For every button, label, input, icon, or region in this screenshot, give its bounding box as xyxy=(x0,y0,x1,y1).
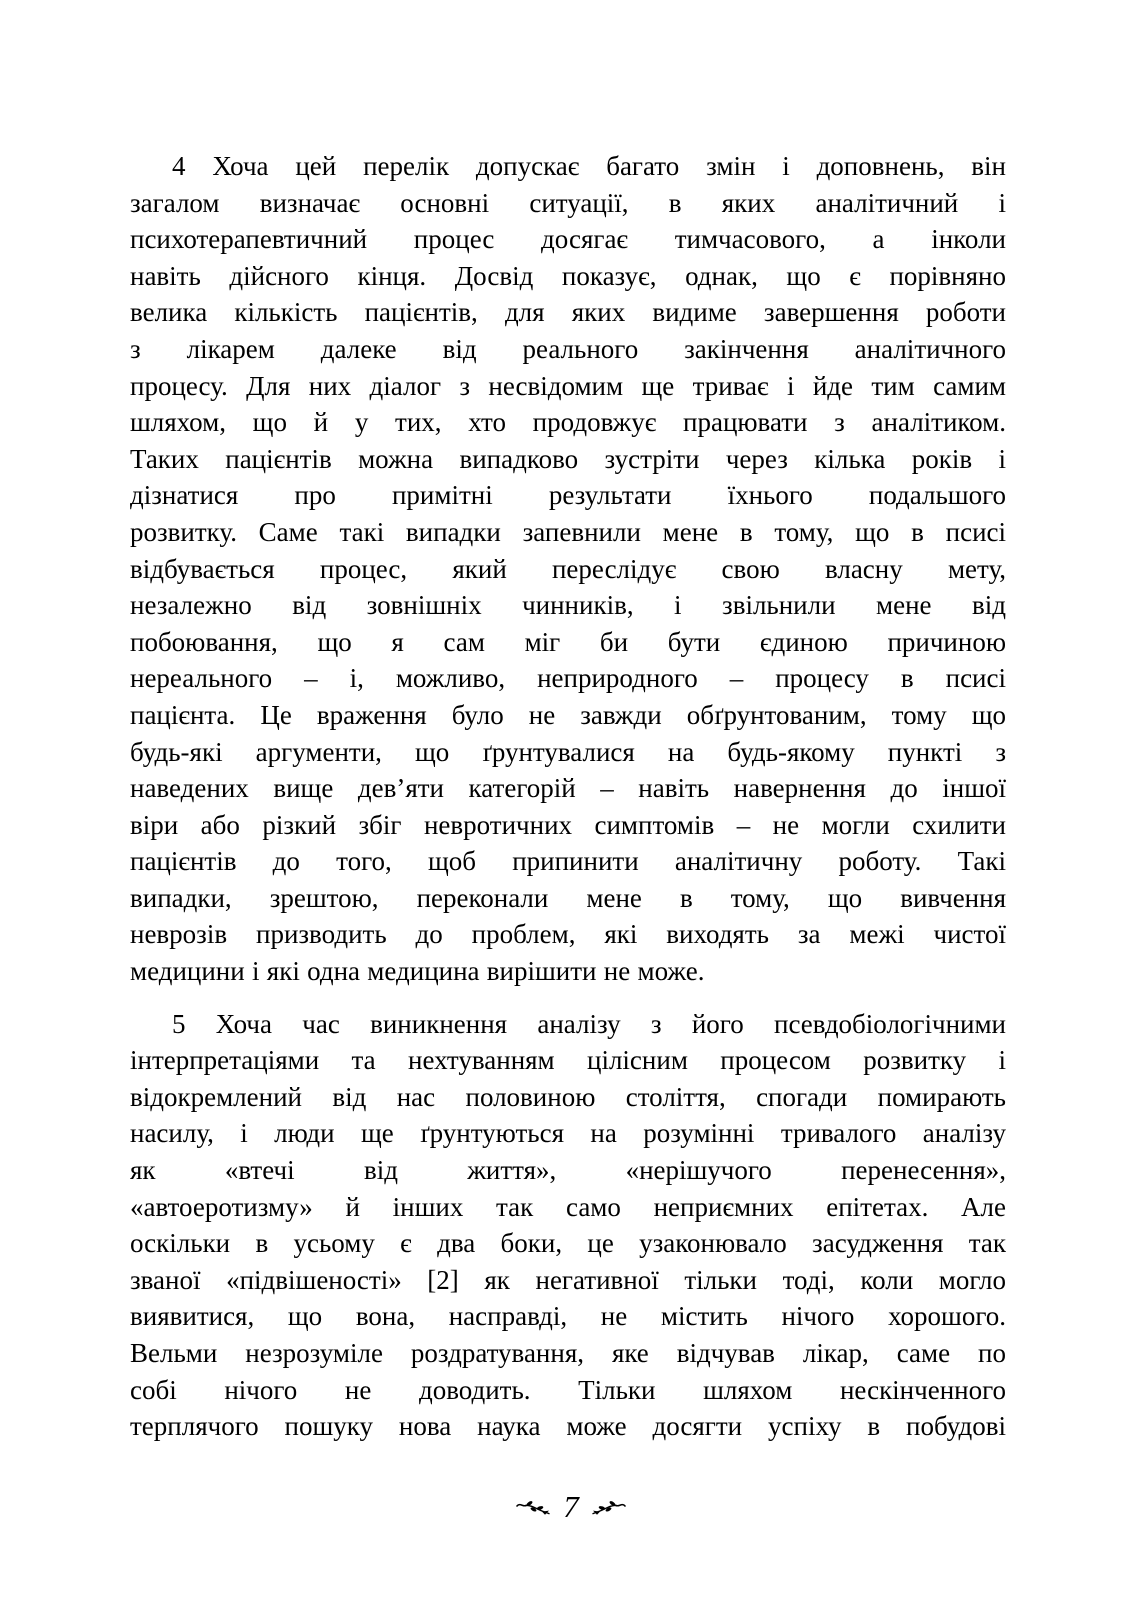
text-line: велика кількість пацієнтів, для яких видиме завершення роботи xyxy=(130,297,1006,328)
text-line: терплячого пошуку нова наука може досягти успіху в побудові xyxy=(130,1411,1006,1442)
text-line: відбувається процес, який переслідує свою власну мету, xyxy=(130,553,1006,584)
text-line: неврозів призводить до проблем, які виходять за межі чистої xyxy=(130,919,1006,950)
paragraph xyxy=(130,1006,1006,1445)
text-line: психотерапевтичний процес досягає тимчасового, а інколи xyxy=(130,224,1006,255)
text-line: розвитку. Саме такі випадки запевнили мене в тому, що в псисі xyxy=(130,516,1006,547)
text-line: інтерпретаціями та нехтуванням цілісним процесом розвитку і xyxy=(130,1045,1006,1076)
text-line: побоювання, що я сам міг би бути єдиною причиною xyxy=(130,626,1006,657)
text-line: медицини і які одна медицина вирішити не може. xyxy=(130,956,705,987)
text-line: званої «підвішеності» [2] як негативної тільки тоді, коли могло xyxy=(130,1264,1006,1295)
text-line: відокремлений від нас половиною століття, спогади помирають xyxy=(130,1081,1006,1112)
text-line: як «втечі від життя», «нерішучого перенесення», xyxy=(130,1155,1006,1186)
text-line: будь-які аргументи, що ґрунтувалися на будь-якому пункті з xyxy=(130,736,1006,767)
text-line: «автоеротизму» й інших так само неприємних епітетах. Але xyxy=(130,1191,1006,1222)
text-line: наведених вище дев’яти категорій – навіть навернення до іншої xyxy=(130,773,1006,804)
text-line: з лікарем далеке від реального закінчення аналітичного xyxy=(130,333,1006,364)
text-line: оскільки в усьому є два боки, це узаконювало засудження так xyxy=(130,1228,1006,1259)
text-line: шляхом, що й у тих, хто продовжує працювати з аналітиком. xyxy=(130,407,1006,438)
text-line: процесу. Для них діалог з несвідомим ще триває і йде тим самим xyxy=(130,370,1006,401)
text-line: загалом визначає основні ситуації, в яких аналітичний і xyxy=(130,187,1006,218)
text-line: собі нічого не доводить. Тільки шляхом нескінченного xyxy=(130,1374,1006,1405)
floral-vine-left-icon xyxy=(516,1499,550,1517)
text-line: віри або різкий збіг невротичних симптомів – не могли схилити xyxy=(130,809,1006,840)
text-line: Вельми незрозуміле роздратування, яке відчував лікар, саме по xyxy=(130,1338,1006,1368)
page-body-text xyxy=(130,148,1006,1445)
text-line: виявитися, що вона, насправді, не містить нічого хорошого. xyxy=(130,1301,1006,1332)
text-line: нереального – і, можливо, неприродного – процесу в псисі xyxy=(130,663,1006,694)
page-number: 7 xyxy=(563,1488,579,1524)
text-line: незалежно від зовнішніх чинників, і звільнили мене від xyxy=(130,590,1006,621)
page-footer xyxy=(0,1488,1142,1528)
text-line: пацієнта. Це враження було не завжди обґрунтованим, тому що xyxy=(130,699,1006,730)
floral-vine-right-icon xyxy=(592,1499,626,1517)
paragraph xyxy=(130,148,1006,990)
text-line: 5 Хоча час виникнення аналізу з його псевдобіологічними xyxy=(172,1008,1006,1039)
text-line: пацієнтів до того, щоб припинити аналітичну роботу. Такі xyxy=(130,846,1006,877)
text-line: навіть дійсного кінця. Досвід показує, однак, що є порівняно xyxy=(130,260,1006,291)
text-line: дізнатися про примітні результати їхнього подальшого xyxy=(130,480,1006,511)
text-line: випадки, зрештою, переконали мене в тому, що вивчення xyxy=(130,882,1006,913)
text-line: насилу, і люди ще ґрунтуються на розумінні тривалого аналізу xyxy=(130,1118,1006,1149)
text-line: 4 Хоча цей перелік допускає багато змін і доповнень, він xyxy=(172,151,1006,181)
text-line: Таких пацієнтів можна випадково зустріти через кілька років і xyxy=(130,443,1006,474)
